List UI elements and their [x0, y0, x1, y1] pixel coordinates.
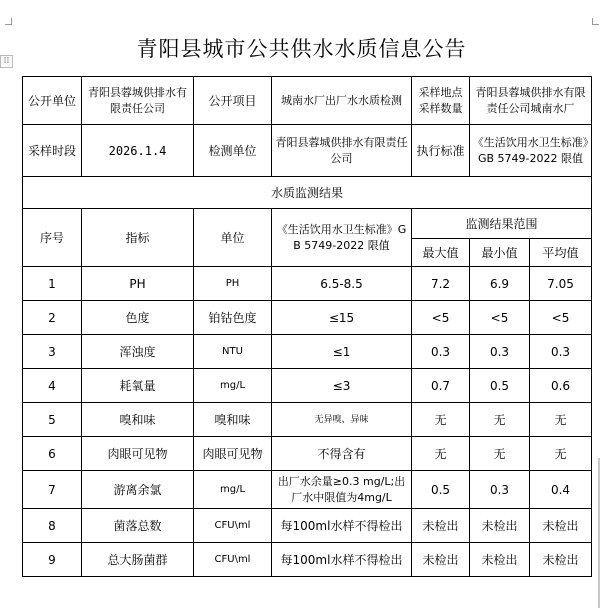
table-move-handle-icon[interactable]: ⁞⁞ — [0, 55, 13, 68]
cell-unit: CFU\ml — [194, 543, 272, 577]
cell-max: 0.7 — [412, 369, 470, 403]
cell-no: 2 — [23, 301, 82, 335]
cell-max: 无 — [412, 437, 470, 471]
col-item-header: 指标 — [82, 209, 194, 267]
cell-item: 耗氧量 — [82, 369, 194, 403]
cell-avg: 0.3 — [530, 335, 592, 369]
dept-value: 青阳县蓉城供排水有限责任公司 — [272, 125, 412, 177]
table-row — [23, 301, 592, 335]
cell-limit: ≤1 — [272, 335, 412, 369]
cell-unit: NTU — [194, 335, 272, 369]
cell-avg: 7.05 — [530, 267, 592, 301]
table-row — [23, 437, 592, 471]
page-corner-mark — [592, 18, 599, 25]
table-row — [23, 267, 592, 301]
time-label: 采样时段 — [23, 125, 82, 177]
cell-unit: PH — [194, 267, 272, 301]
cell-min: 0.3 — [470, 471, 530, 509]
table-row — [23, 335, 592, 369]
dept-label: 检测单位 — [194, 125, 272, 177]
cell-avg: 未检出 — [530, 543, 592, 577]
cell-avg: 未检出 — [530, 509, 592, 543]
cell-min: 未检出 — [470, 543, 530, 577]
scrollbar[interactable] — [598, 458, 600, 608]
cell-no: 1 — [23, 267, 82, 301]
cell-unit: CFU\ml — [194, 509, 272, 543]
document-title: 青阳县城市公共供水水质信息公告 — [136, 37, 467, 61]
cell-limit: ≤15 — [272, 301, 412, 335]
cell-avg: 无 — [530, 403, 592, 437]
cell-no: 3 — [23, 335, 82, 369]
cell-avg: 0.6 — [530, 369, 592, 403]
cell-unit: mg/L — [194, 369, 272, 403]
cell-min: 6.9 — [470, 267, 530, 301]
cell-min: 0.3 — [470, 335, 530, 369]
info-row — [23, 77, 592, 125]
std-label: 执行标准 — [412, 125, 470, 177]
cell-max: 未检出 — [412, 509, 470, 543]
cell-min: 0.5 — [470, 369, 530, 403]
unit-label: 公开单位 — [23, 77, 82, 125]
cell-limit: 6.5-8.5 — [272, 267, 412, 301]
cell-limit: 无异嗅、异味 — [272, 403, 412, 437]
cell-unit: 嗅和味 — [194, 403, 272, 437]
info-row — [23, 125, 592, 177]
cell-limit: 每100ml水样不得检出 — [272, 509, 412, 543]
cell-min: 无 — [470, 403, 530, 437]
page-corner-mark — [5, 18, 12, 25]
site-value: 青阳县蓉城供排水有限责任公司城南水厂 — [470, 77, 592, 125]
table-row — [23, 403, 592, 437]
cell-limit: ≤3 — [272, 369, 412, 403]
cell-avg: <5 — [530, 301, 592, 335]
unit-value: 青阳县蓉城供排水有限责任公司 — [82, 77, 194, 125]
cell-max: 0.5 — [412, 471, 470, 509]
col-avg-header: 平均值 — [530, 239, 592, 267]
table-row — [23, 471, 592, 509]
cell-no: 7 — [23, 471, 82, 509]
site-label: 采样地点采样数量 — [412, 77, 470, 125]
cell-unit: 肉眼可见物 — [194, 437, 272, 471]
cell-item: 总大肠菌群 — [82, 543, 194, 577]
cell-limit: 出厂水余量≥0.3 mg/L;出厂水中限值为4mg/L — [272, 471, 412, 509]
table-row — [23, 369, 592, 403]
col-no-header: 序号 — [23, 209, 82, 267]
cell-unit: 铂钴色度 — [194, 301, 272, 335]
project-value: 城南水厂出厂水水质检测 — [272, 77, 412, 125]
std-value: 《生活饮用水卫生标准》GB 5749-2022 限值 — [470, 125, 592, 177]
cell-limit: 每100ml水样不得检出 — [272, 543, 412, 577]
cell-min: 无 — [470, 437, 530, 471]
cell-max: 无 — [412, 403, 470, 437]
cell-max: <5 — [412, 301, 470, 335]
col-max-header: 最大值 — [412, 239, 470, 267]
section-title: 水质监测结果 — [23, 177, 592, 209]
cell-avg: 0.4 — [530, 471, 592, 509]
col-unit-header: 单位 — [194, 209, 272, 267]
cell-item: PH — [82, 267, 194, 301]
cell-avg: 无 — [530, 437, 592, 471]
cell-max: 未检出 — [412, 543, 470, 577]
cell-min: <5 — [470, 301, 530, 335]
cell-no: 9 — [23, 543, 82, 577]
header-row — [23, 209, 592, 239]
cell-max: 7.2 — [412, 267, 470, 301]
table-row — [23, 509, 592, 543]
section-row — [23, 177, 592, 209]
col-min-header: 最小值 — [470, 239, 530, 267]
cell-min: 未检出 — [470, 509, 530, 543]
project-label: 公开项目 — [194, 77, 272, 125]
cell-no: 6 — [23, 437, 82, 471]
cell-item: 肉眼可见物 — [82, 437, 194, 471]
cell-no: 4 — [23, 369, 82, 403]
cell-no: 8 — [23, 509, 82, 543]
water-quality-table — [22, 76, 592, 577]
cell-item: 菌落总数 — [82, 509, 194, 543]
cell-limit: 不得含有 — [272, 437, 412, 471]
cell-max: 0.3 — [412, 335, 470, 369]
time-value: 2026.1.4 — [82, 125, 194, 177]
cell-item: 嗅和味 — [82, 403, 194, 437]
table-row — [23, 543, 592, 577]
cell-unit: mg/L — [194, 471, 272, 509]
cell-no: 5 — [23, 403, 82, 437]
cell-item: 色度 — [82, 301, 194, 335]
col-limit-header: 《生活饮用水卫生标准》GB 5749-2022 限值 — [272, 209, 412, 267]
cell-item: 游离余氯 — [82, 471, 194, 509]
col-range-header: 监测结果范围 — [412, 209, 592, 239]
cell-item: 浑浊度 — [82, 335, 194, 369]
